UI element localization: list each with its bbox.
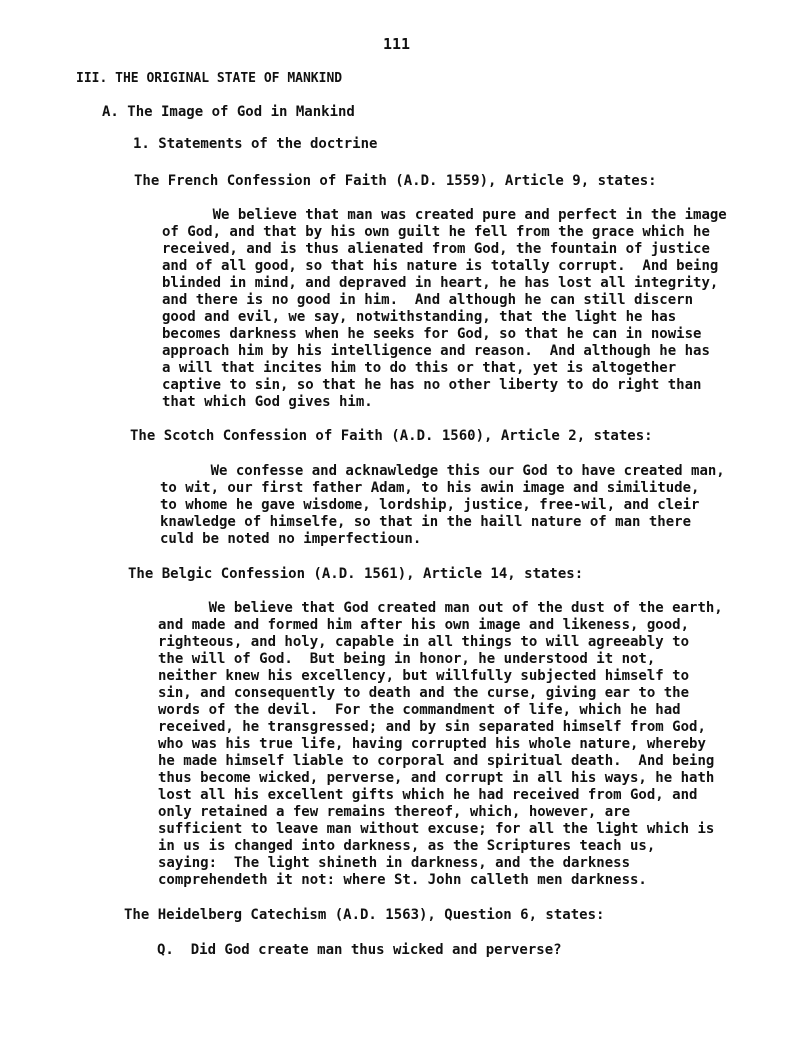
- citation-intro-scotch-confession: The Scotch Confession of Faith (A.D. 1560), Article 2, states:: [130, 428, 653, 444]
- quote-scotch-confession: We confesse and acknawledge this our God to have created man, to wit, our first father Adam, to his awin image and similitude, to whome he gave wisdome, lordship, justice, free-wil, and cleir knawledge of himselfe, so that in the haill nature of man there culd be noted no imperfectioun.: [160, 463, 725, 547]
- section-heading: III. THE ORIGINAL STATE OF MANKIND: [76, 71, 343, 86]
- citation-intro-belgic-confession: The Belgic Confession (A.D. 1561), Article 14, states:: [128, 566, 584, 582]
- quote-french-confession: We believe that man was created pure and perfect in the image of God, and that by his own guilt he fell from the grace which he received, and is thus alienated from God, the fountain of justice and of all good, so that his nature is totally corrupt. And being blinded in mind, and depraved in heart, he has lost all integrity, and there is no good in him. And although he can still discern good and evil, we say, notwithstanding, that the light he has becomes darkness when he seeks for God, so that he can in nowise approach him by his intelligence and reason. And although he has a will that incites him to do this or that, yet is altogether captive to sin, so that he has no other liberty to do right than that which God gives him.: [162, 207, 727, 410]
- citation-intro-heidelberg-catechism: The Heidelberg Catechism (A.D. 1563), Question 6, states:: [124, 907, 605, 923]
- page-number: 111: [383, 35, 411, 53]
- catechism-question: Q. Did God create man thus wicked and perverse?: [157, 942, 562, 958]
- subsubsection-heading: 1. Statements of the doctrine: [133, 136, 378, 152]
- quote-belgic-confession: We believe that God created man out of the dust of the earth, and made and formed him after his own image and likeness, good, righteous, and holy, capable in all things to will agreeably to the will of God. But being in honor, he understood it not, neither knew his excellency, but willfully subjected himself to sin, and consequently to death and the curse, giving ear to the words of the devil. For the commandment of life, which he had received, he transgressed; and by sin separated himself from God, who was his true life, having corrupted his whole nature, whereby he made himself liable to corporal and spiritual death. And being thus become wicked, perverse, and corrupt in all his ways, he hath lost all his excellent gifts which he had received from God, and only retained a few remains thereof, which, however, are sufficient to leave man without excuse; for all the light which is in us is changed into darkness, as the Scriptures teach us, saying: The light shineth in darkness, and the darkness comprehendeth it not: where St. John calleth men darkness.: [158, 600, 723, 888]
- subsection-heading: A. The Image of God in Mankind: [102, 104, 355, 120]
- citation-intro-french-confession: The French Confession of Faith (A.D. 1559), Article 9, states:: [134, 173, 657, 189]
